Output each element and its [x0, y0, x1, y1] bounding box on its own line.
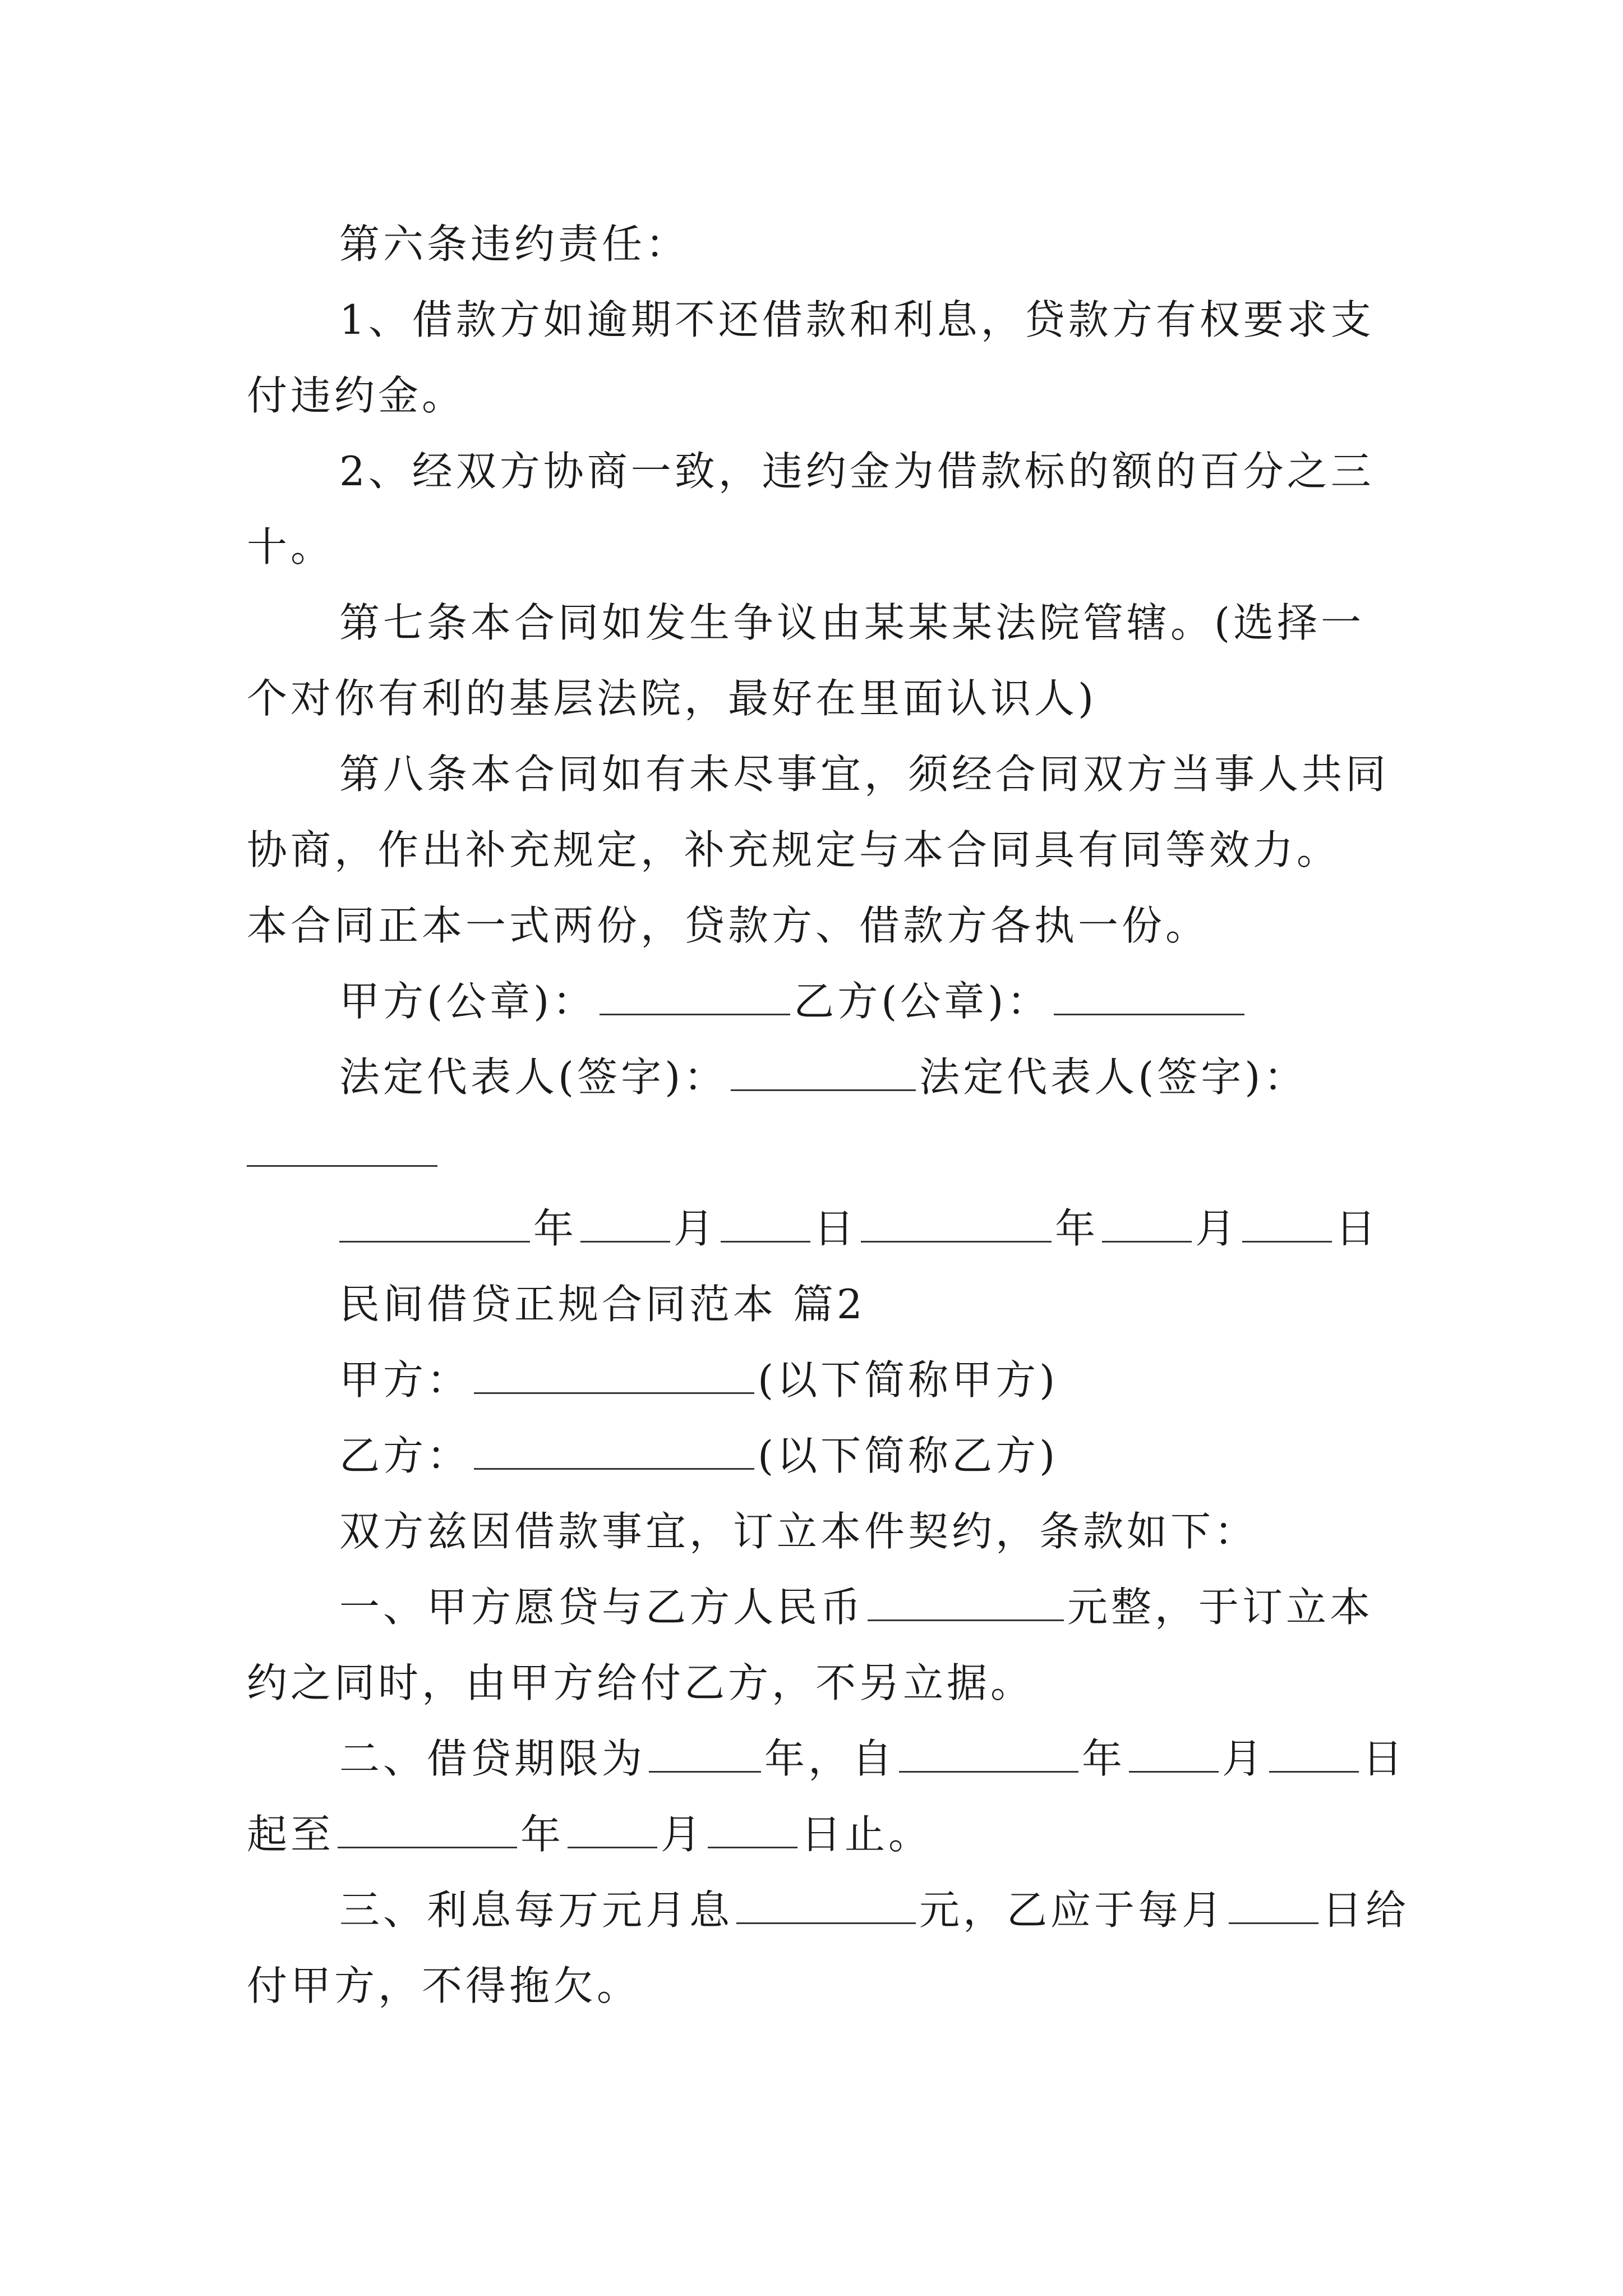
party-b-label: 乙方： — [339, 1432, 471, 1479]
clause-3-text-post: 日给 — [1322, 1887, 1410, 1934]
signature-representative-row — [339, 1049, 1307, 1105]
start-month-blank[interactable] — [1129, 1732, 1219, 1773]
party-b-note: (以下简称乙方) — [758, 1432, 1059, 1479]
party-b-month-label: 月 — [1195, 1205, 1239, 1252]
party-a-representative-label: 法定代表人(签字)： — [339, 1053, 728, 1101]
party-b-month-blank[interactable] — [1102, 1202, 1192, 1243]
end-day-blank[interactable] — [708, 1807, 797, 1848]
party-a-day-label: 日 — [814, 1205, 858, 1252]
end-year-label: 年 — [520, 1811, 565, 1858]
article-7-line-1: 第七条本合同如发生争议由某某某法院管辖。(选择一 — [339, 599, 1365, 646]
clause-2-text-mid: 年，自 — [764, 1735, 896, 1782]
party-a-name-blank[interactable] — [474, 1353, 754, 1394]
party-a-seal-label: 甲方(公章)： — [339, 978, 597, 1025]
clause-2-line-2 — [247, 1806, 932, 1862]
party-a-label: 甲方： — [339, 1356, 471, 1404]
party-a-note: (以下简称甲方) — [758, 1356, 1059, 1404]
party-a-seal-blank[interactable] — [600, 974, 790, 1015]
party-b-seal-label: 乙方(公章)： — [794, 978, 1051, 1025]
section-2-heading: 民间借贷正规合同范本 篇2 — [339, 1281, 866, 1328]
clause-3-text-mid: 元，乙应于每月 — [919, 1887, 1226, 1934]
party-a-month-blank[interactable] — [580, 1202, 670, 1243]
party-b-representative-blank-row — [247, 1125, 441, 1181]
clause-2-text-pre: 二、借贷期限为 — [339, 1735, 646, 1782]
party-b-representative-blank[interactable] — [247, 1126, 437, 1167]
start-day-label: 日 — [1362, 1735, 1407, 1782]
party-a-year-blank[interactable] — [339, 1202, 530, 1243]
party-a-row — [339, 1352, 1058, 1408]
clause-1-line-2: 约之同时，由甲方给付乙方，不另立据。 — [247, 1659, 1035, 1706]
loan-amount-blank[interactable] — [868, 1580, 1064, 1621]
party-b-year-blank[interactable] — [861, 1202, 1052, 1243]
party-b-representative-label: 法定代表人(签字)： — [919, 1053, 1308, 1101]
payment-day-blank[interactable] — [1229, 1883, 1318, 1924]
contract-intro: 双方兹因借款事宜，订立本件契约，条款如下： — [339, 1508, 1258, 1555]
article-8-line-2: 协商，作出补充规定，补充规定与本合同具有同等效力。 — [247, 826, 1341, 873]
signature-seal-row — [339, 973, 1248, 1029]
party-b-day-label: 日 — [1335, 1205, 1380, 1252]
party-b-year-label: 年 — [1055, 1205, 1099, 1252]
start-year-label: 年 — [1082, 1735, 1126, 1782]
clause-1-text-pre: 一、甲方愿贷与乙方人民币 — [339, 1584, 865, 1631]
end-month-label: 月 — [661, 1811, 705, 1858]
article-7-line-2: 个对你有利的基层法院，最好在里面认识人) — [247, 675, 1098, 722]
party-a-day-blank[interactable] — [721, 1202, 810, 1243]
article-6-heading: 第六条违约责任： — [339, 220, 690, 268]
clause-1-text-post: 元整，于订立本 — [1067, 1584, 1374, 1631]
monthly-interest-blank[interactable] — [736, 1883, 916, 1924]
party-a-year-label: 年 — [533, 1205, 578, 1252]
party-b-seal-blank[interactable] — [1054, 974, 1244, 1015]
clause-3-text-pre: 三、利息每万元月息 — [339, 1887, 734, 1934]
start-day-blank[interactable] — [1269, 1732, 1359, 1773]
party-b-day-blank[interactable] — [1242, 1202, 1332, 1243]
article-8-line-3: 本合同正本一式两份，贷款方、借款方各执一份。 — [247, 902, 1210, 949]
end-month-blank[interactable] — [568, 1807, 657, 1848]
end-year-blank[interactable] — [338, 1807, 517, 1848]
end-day-label: 日止。 — [801, 1811, 933, 1858]
party-b-name-blank[interactable] — [474, 1429, 754, 1470]
signature-date-row — [339, 1200, 1379, 1257]
article-8-line-1: 第八条本合同如有未尽事宜，须经合同双方当事人共同 — [339, 751, 1390, 798]
start-month-label: 月 — [1222, 1735, 1266, 1782]
party-b-row — [339, 1428, 1058, 1484]
article-6-clause-1-line-2: 付违约金。 — [247, 372, 466, 419]
article-6-clause-2-line-2: 十。 — [247, 523, 335, 570]
start-year-blank[interactable] — [899, 1732, 1078, 1773]
party-a-representative-blank[interactable] — [731, 1050, 916, 1091]
clause-3-line-1 — [339, 1882, 1409, 1938]
clause-2-until-label: 起至 — [247, 1811, 335, 1858]
clause-1-line-1 — [339, 1579, 1373, 1635]
clause-2-line-1 — [339, 1731, 1406, 1787]
article-6-clause-2-line-1: 2、经双方协商一致，违约金为借款标的额的百分之三 — [339, 448, 1375, 495]
article-6-clause-1-line-1: 1、借款方如逾期不还借款和利息，贷款方有权要求支 — [339, 296, 1375, 343]
loan-term-years-blank[interactable] — [649, 1732, 761, 1773]
party-a-month-label: 月 — [674, 1205, 718, 1252]
clause-3-line-2: 付甲方，不得拖欠。 — [247, 1962, 641, 2009]
